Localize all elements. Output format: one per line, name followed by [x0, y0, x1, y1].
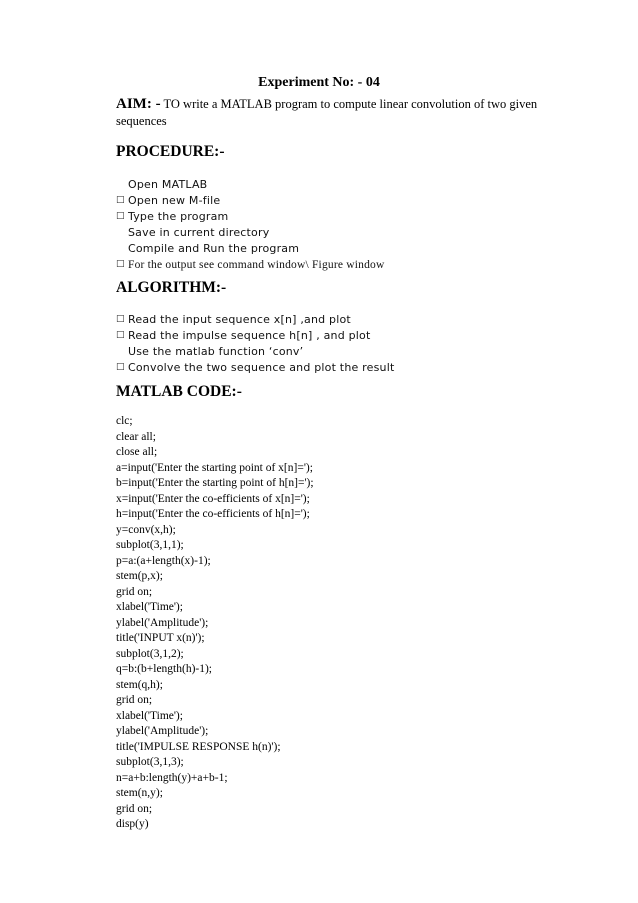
bullet-icon: □: [116, 362, 125, 372]
code-line: p=a:(a+length(x)-1);: [116, 554, 211, 567]
bullet-icon: □: [116, 195, 125, 205]
code-line: x=input('Enter the co-efficients of x[n]=');: [116, 492, 310, 505]
code-line: stem(n,y);: [116, 787, 163, 799]
procedure-step: □ Open new M-file: [116, 194, 221, 207]
algorithm-step: □ Convolve the two sequence and plot the result: [116, 361, 395, 374]
code-line: stem(p,x);: [116, 570, 163, 582]
code-line: clear all;: [116, 430, 156, 443]
bullet-icon: □: [116, 211, 125, 221]
algorithm-step: □ Read the input sequence x[n] ,and plot: [116, 313, 351, 326]
procedure-heading: PROCEDURE:-: [116, 143, 225, 160]
code-line: a=input('Enter the starting point of x[n]=');: [116, 461, 313, 474]
bullet-icon: □: [116, 314, 125, 324]
code-line: n=a+b:length(y)+a+b-1;: [116, 771, 228, 784]
aim-paragraph: [116, 96, 546, 130]
algorithm-list: [116, 311, 556, 375]
code-line: ylabel('Amplitude');: [116, 616, 209, 629]
code-line: close all;: [116, 446, 158, 458]
code-line: q=b:(b+length(h)-1);: [116, 663, 213, 675]
code-line: y=conv(x,h);: [116, 523, 176, 536]
code-line: b=input('Enter the starting point of h[n]=');: [116, 477, 314, 489]
code-line: clc;: [116, 415, 133, 427]
bullet-icon: □: [116, 259, 125, 269]
bullet-icon: □: [116, 330, 125, 340]
code-line: subplot(3,1,3);: [116, 756, 184, 768]
code-line: h=input('Enter the co-efficients of h[n]=');: [116, 508, 310, 520]
procedure-step: □ For the output see command window\ Figure window: [116, 256, 556, 272]
code-line: stem(q,h);: [116, 678, 163, 691]
code-line: subplot(3,1,1);: [116, 539, 184, 551]
procedure-list: [116, 176, 556, 272]
procedure-step: Compile and Run the program: [128, 242, 300, 255]
experiment-title: Experiment No: - 04: [258, 75, 380, 90]
algorithm-step: Use the matlab function ‘conv’: [128, 345, 304, 358]
code-line: grid on;: [116, 585, 153, 598]
aim-label: AIM: -: [116, 96, 161, 112]
matlab-code-block: [116, 414, 536, 833]
code-line: disp(y): [116, 818, 149, 830]
aim-text: TO write a MATLAB program to compute linear convolution of two given sequences: [116, 97, 538, 128]
procedure-step: Open MATLAB: [128, 178, 208, 191]
matlab-code-heading: MATLAB CODE:-: [116, 383, 242, 400]
procedure-step: Save in current directory: [128, 226, 270, 239]
code-line: grid on;: [116, 802, 153, 815]
code-line: ylabel('Amplitude');: [116, 725, 209, 737]
code-line: title('INPUT x(n)');: [116, 632, 205, 644]
algorithm-step: □ Read the impulse sequence h[n] , and plot: [116, 329, 371, 342]
algorithm-heading: ALGORITHM:-: [116, 279, 227, 296]
code-line: xlabel('Time');: [116, 709, 183, 722]
code-line: grid on;: [116, 694, 153, 706]
code-line: subplot(3,1,2);: [116, 647, 184, 660]
code-line: xlabel('Time');: [116, 601, 183, 613]
procedure-step: □ Type the program: [116, 210, 229, 223]
code-line: title('IMPULSE RESPONSE h(n)');: [116, 740, 281, 753]
